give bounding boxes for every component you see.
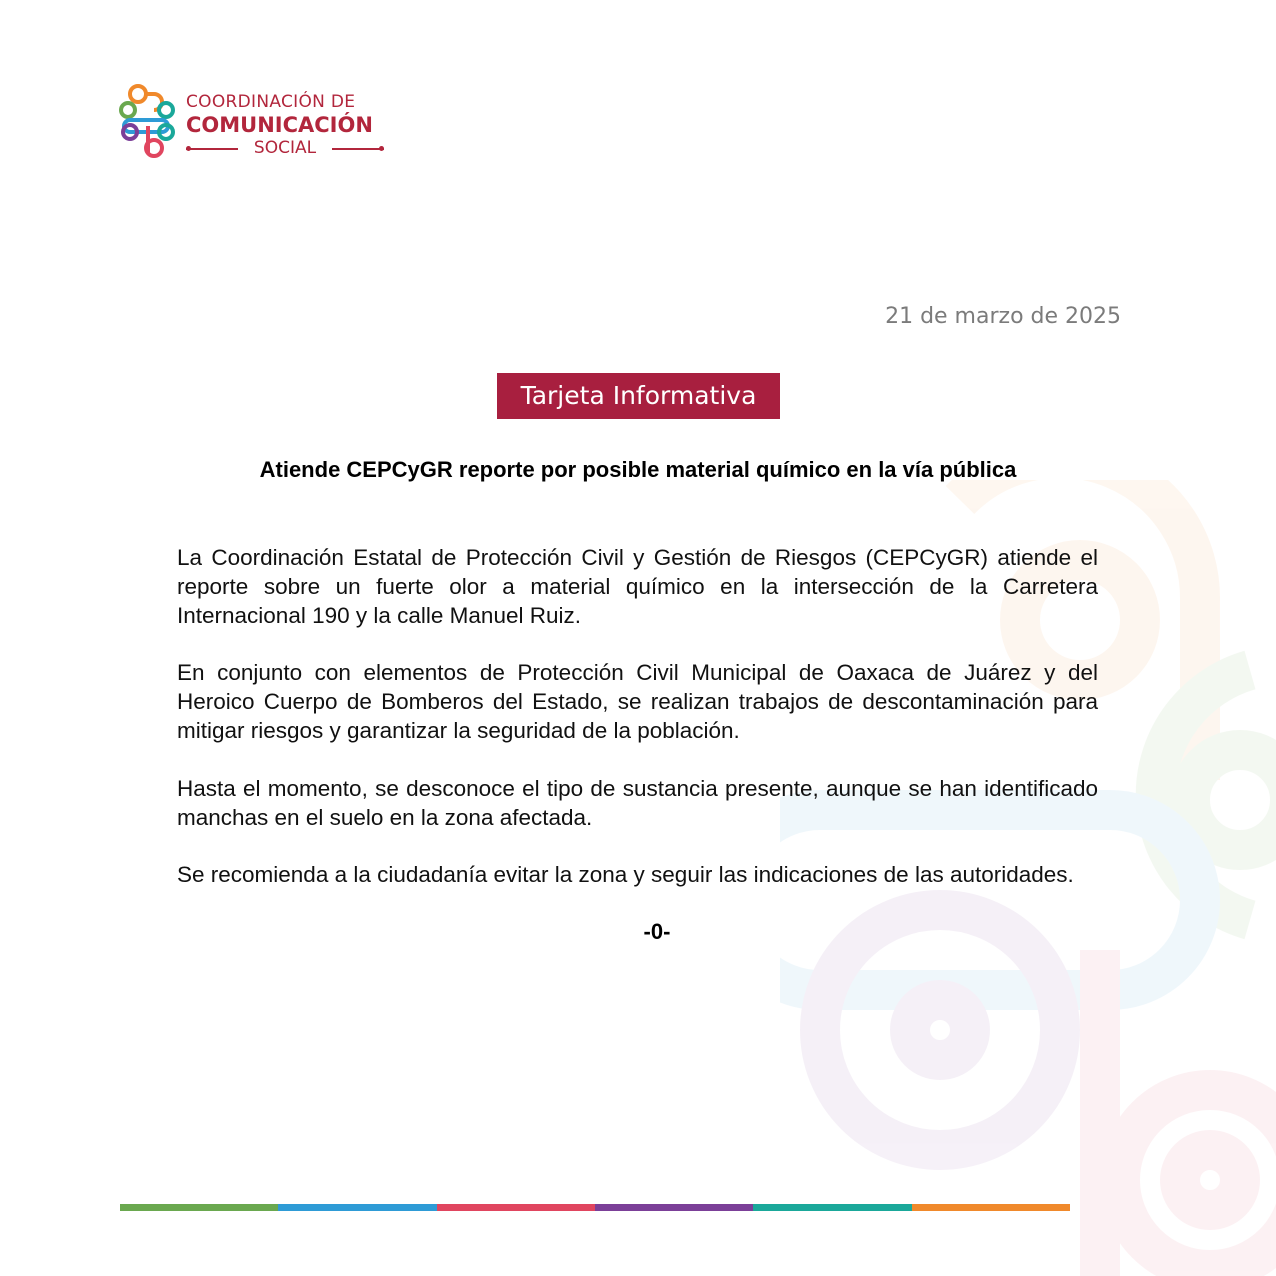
closing-mark: -0-: [643, 919, 671, 944]
paragraph: Se recomienda a la ciudadanía evitar la zona y seguir las indicaciones de las autoridades.: [177, 862, 1074, 888]
headline: Atiende CEPCyGR reporte por posible material químico en la vía pública: [259, 457, 1017, 482]
logo-text: [186, 92, 398, 158]
paragraph: En conjunto con elementos de Protección Civil Municipal de Oaxaca de Juárez y del Heroico Cuerpo de Bomberos del Estado, se realizan trabajos de descontaminación para mitigar riesgos y garantizar la seguridad de la población.: [177, 660, 1098, 743]
logo-line-1: COORDINACIÓN DE: [186, 92, 356, 112]
footer-segment-purple: [595, 1204, 753, 1211]
logo-dot-right: [379, 146, 384, 151]
logo-rule-right: [332, 148, 384, 150]
paragraph: La Coordinación Estatal de Protección Civil y Gestión de Riesgos (CEPCyGR) atiende el reporte sobre un fuerte olor a material químico en la intersección de la Carretera Internacional 190 y la calle Manuel Ruiz.: [177, 545, 1098, 628]
interlaced-circles-logo-icon: [118, 82, 178, 162]
document-date: 21 de marzo de 2025: [885, 304, 1121, 329]
logo-line-2: COMUNICACIÓN: [186, 113, 373, 137]
footer-color-bar: [120, 1204, 1070, 1211]
paragraph: Hasta el momento, se desconoce el tipo de sustancia presente, aunque se han identificado manchas en el suelo en la zona afectada.: [177, 775, 1098, 830]
logo-line-3: [186, 138, 384, 158]
footer-segment-orange: [912, 1204, 1070, 1211]
brand-logo: [118, 82, 398, 164]
footer-segment-green: [120, 1204, 278, 1211]
footer-segment-blue: [278, 1204, 436, 1211]
document-type-banner: Tarjeta Informativa: [497, 373, 780, 419]
body-text: [177, 544, 1098, 890]
logo-line-3-text: SOCIAL: [253, 138, 317, 158]
footer-segment-teal: [753, 1204, 911, 1211]
logo-rule-left: [186, 148, 238, 150]
footer-segment-pink: [437, 1204, 595, 1211]
